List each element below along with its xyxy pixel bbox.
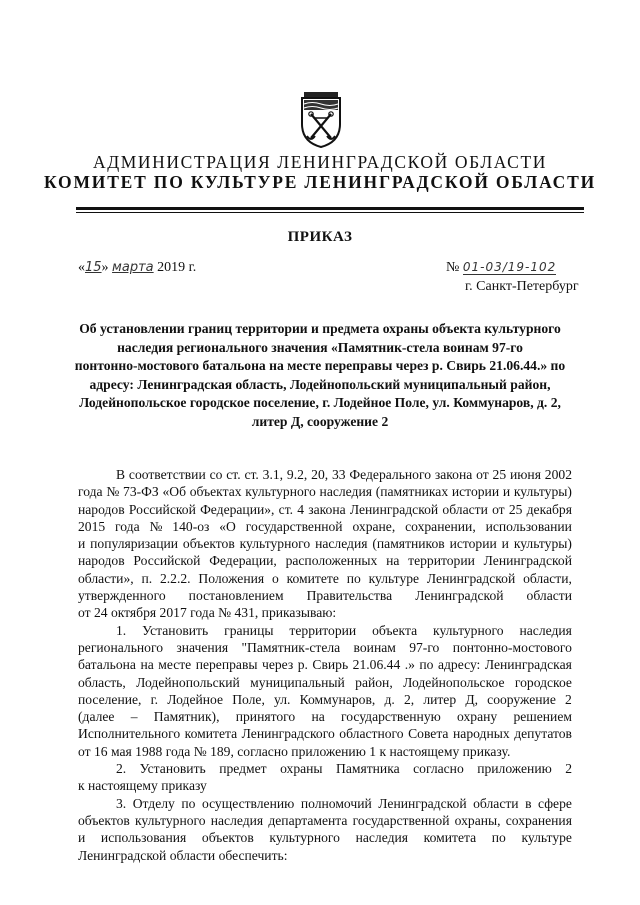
header-divider-thick — [76, 207, 584, 210]
subject-line: Об установлении границ территории и предмета охраны объекта культурного — [79, 321, 561, 336]
subject-line: наследия регионального значения «Памятник-стела воинам 97-го — [117, 339, 523, 355]
body-line: и использования объектов культурного наследия комитета по культуре — [78, 830, 572, 846]
body-line: к настоящему приказу — [78, 778, 207, 794]
document-subject — [68, 320, 572, 431]
body-line: от 24 октября 2017 года № 431, приказываю: — [78, 605, 337, 621]
subject-line: Лодейнопольское городское поселение, г. Лодейное Поле, ул. Коммунаров, д. 2, — [79, 395, 561, 410]
body-line: 2015 года № 140-оз «О государственной охране, сохранении, использовании — [78, 518, 572, 534]
coat-of-arms-icon — [300, 92, 342, 148]
date-year: 2019 г. — [157, 260, 197, 275]
body-line: батальона на месте переправы через р. Свирь 21.06.44 .» по адресу: Ленинградская — [78, 657, 572, 673]
body-line: от 16 мая 1988 года № 189, согласно приложению 1 к настоящему приказу. — [78, 743, 511, 759]
body-line: народов Российской Федерации», ст. 4 закона Ленинградской области от 25 декабря — [78, 501, 572, 517]
agency-name-line-2: КОМИТЕТ ПО КУЛЬТУРЕ ЛЕНИНГРАДСКОЙ ОБЛАСТИ — [44, 172, 596, 192]
agency-name-line-1: АДМИНИСТРАЦИЯ ЛЕНИНГРАДСКОЙ ОБЛАСТИ — [93, 152, 547, 172]
body-line: область, Лодейнопольский муниципальный район, Лодейнопольское городское — [78, 674, 572, 690]
body-line: 2. Установить предмет охраны Памятника согласно приложению 2 — [116, 761, 572, 777]
document-date — [78, 260, 196, 276]
date-open-quote: « — [78, 260, 85, 275]
date-close-quote: » — [101, 260, 109, 275]
number-prefix: № — [446, 260, 460, 275]
body-line: В соответствии со ст. ст. 3.1, 9.2, 20, 33 Федерального закона от 25 июня 2002 — [116, 467, 572, 482]
document-type-title: ПРИКАЗ — [287, 229, 353, 245]
date-day: 15 — [85, 260, 102, 275]
body-line: утвержденного постановлением Правительства Ленинградской области — [78, 588, 572, 604]
number-value: 01-03/19-102 — [462, 260, 557, 274]
body-line: области», п. 2.2.2. Положения о комитете по культуре Ленинградской области, — [78, 570, 572, 586]
body-line: поселение, г. Лодейное Поле, ул. Коммунаров, д. 2, литер Д, сооружение 2 — [78, 691, 572, 707]
subject-line: адресу: Ленинградская область, Лодейнопольский муниципальный район, — [89, 376, 551, 392]
body-line: (далее – Памятник), принятого на государственную охрану решением — [78, 709, 572, 725]
body-line: Ленинградской области обеспечить: — [78, 847, 288, 863]
header-divider-thin — [76, 212, 584, 213]
body-line: и популяризации объектов культурного наследия (памятников истории и культуры) — [78, 536, 572, 552]
document-number — [446, 260, 556, 276]
document-body — [78, 466, 572, 864]
body-line: 1. Установить границы территории объекта культурного наследия — [116, 622, 572, 638]
date-month: марта — [112, 260, 154, 275]
subject-line: литер Д, сооружение 2 — [251, 413, 389, 429]
document-city: г. Санкт-Петербург — [465, 279, 579, 294]
body-line: объектов культурного наследия департамента государственной охраны, сохранения — [78, 812, 572, 828]
body-line: народов Российской Федерации, расположенных на территории Ленинградской — [78, 553, 572, 569]
body-line: года № 73-ФЗ «Об объектах культурного наследия (памятниках истории и культуры) — [78, 484, 572, 500]
body-line: 3. Отделу по осуществлению полномочий Ленинградской области в сфере — [116, 795, 572, 811]
subject-line: понтонно-мостового батальона на месте переправы через р. Свирь 21.06.44.» по — [74, 358, 566, 373]
body-line: Исполнительного комитета Ленинградского областного Совета народных депутатов — [78, 726, 572, 742]
body-line: регионального значения "Памятник-стела воинам 97-го понтонно-мостового — [78, 639, 572, 655]
